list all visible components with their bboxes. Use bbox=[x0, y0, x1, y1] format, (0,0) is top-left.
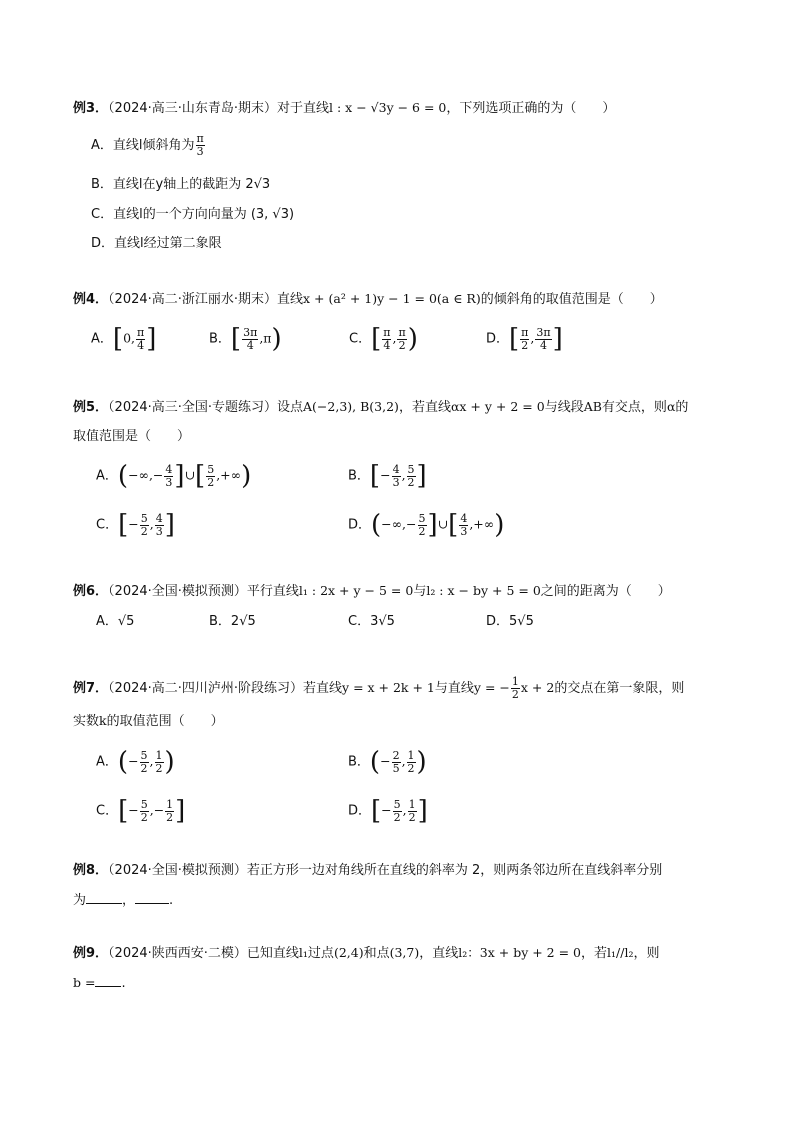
option-letter: C． bbox=[349, 331, 372, 347]
example-5-option-d: D．(−∞,− $\frac{5}{2}$ ]∪[ $\frac{4}{3}$ ,+∞) bbox=[348, 510, 505, 540]
example-7-option-b: B．(− $\frac{2}{5}$ , $\frac{1}{2}$ ) bbox=[348, 747, 427, 777]
example-3-stem bbox=[73, 99, 615, 118]
example-5-option-b: B．[− $\frac{4}{3}$ , $\frac{5}{2}$ ] bbox=[348, 461, 427, 491]
example-7-equation-2-start: y = − bbox=[473, 680, 510, 695]
example-6-line-1: l₁ : 2x + y − 5 = 0 bbox=[298, 583, 414, 598]
example-6-line-2: l₂ : x − by + 5 = 0 bbox=[426, 583, 541, 598]
example-7-text: 的取值范围（ ） bbox=[106, 714, 224, 729]
example-9-line-1: l₁ bbox=[298, 945, 308, 960]
example-9-stem bbox=[73, 944, 659, 963]
example-8-text: 为 bbox=[73, 893, 87, 908]
example-7-text: 实数 bbox=[73, 714, 100, 729]
example-8-stem bbox=[73, 862, 662, 880]
fraction-pi-over-3 bbox=[196, 133, 205, 158]
example-9-condition: l₁//l₂ bbox=[607, 945, 634, 960]
example-6-label: 例6． bbox=[73, 584, 109, 599]
example-4-tail: 的倾斜角的取值范围是（ ） bbox=[480, 292, 663, 307]
example-8-text: （2024·全国·模拟预测）若正方形一边对角线所在直线的斜率为 2，则两条邻边所在直线斜率分别 bbox=[108, 863, 663, 878]
example-5-text: 与线段 bbox=[544, 400, 584, 415]
example-9-answer-label: b = bbox=[73, 975, 96, 990]
fraction-numerator: π bbox=[196, 132, 204, 145]
example-6-option-a: A．√5 bbox=[96, 614, 135, 629]
example-7-option-d: D．[− $\frac{5}{2}$ , $\frac{1}{2}$ ] bbox=[348, 796, 428, 826]
example-4-stem bbox=[73, 290, 663, 309]
example-8-separator: ， bbox=[122, 893, 136, 908]
option-letter: D． bbox=[348, 803, 372, 819]
answer-blank[interactable] bbox=[86, 891, 122, 904]
example-5-alpha: α bbox=[666, 399, 676, 414]
example-7-option-c: C．[− $\frac{5}{2}$ ,− $\frac{1}{2}$ ] bbox=[96, 796, 186, 826]
option-letter: C． bbox=[96, 517, 119, 533]
example-5-text: 的 bbox=[675, 400, 689, 415]
fraction-denominator: 2 bbox=[511, 688, 519, 701]
example-5-text: 有交点，则 bbox=[601, 400, 667, 415]
option-letter: B． bbox=[348, 468, 370, 484]
example-3-option-a bbox=[91, 133, 206, 158]
example-3-label: 例3． bbox=[73, 101, 109, 116]
example-7-stem bbox=[73, 676, 684, 701]
option-letter: C． bbox=[96, 803, 119, 819]
example-8-period: . bbox=[169, 893, 174, 908]
example-5-option-c: C．[− $\frac{5}{2}$ , $\frac{4}{3}$ ] bbox=[96, 510, 175, 540]
example-6-source: （2024·全国·模拟预测）平行直线 bbox=[108, 584, 299, 599]
example-9-period: . bbox=[121, 976, 126, 991]
example-9-text: ，直线 bbox=[419, 946, 459, 961]
example-3-equation: l : x − √3y − 6 = 0 bbox=[329, 100, 447, 115]
fraction-denominator: 3 bbox=[196, 145, 204, 158]
example-7-label: 例7． bbox=[73, 681, 109, 696]
option-letter: D． bbox=[486, 331, 510, 347]
example-5-equation: αx + y + 2 = 0 bbox=[450, 399, 545, 414]
example-9-equation: 3x + by + 2 = 0 bbox=[479, 945, 581, 960]
example-6-text: 与 bbox=[413, 584, 427, 599]
fraction-one-half bbox=[511, 676, 520, 701]
example-7-stem-line-2 bbox=[73, 712, 224, 731]
example-3-source: （2024·高三·山东青岛·期末）对于直线 bbox=[108, 101, 330, 116]
example-5-source: （2024·高三·全国·专题练习）设点 bbox=[108, 400, 304, 415]
option-a-text: A．直线l倾斜角为 bbox=[91, 138, 195, 153]
example-7-source: （2024·高二·四川泸州·阶段练习）若直线 bbox=[108, 681, 343, 696]
example-4-source: （2024·高二·浙江丽水·期末）直线 bbox=[108, 292, 304, 307]
example-4-option-a: A．[0, $\frac{\pi}{4}$ ] bbox=[91, 324, 157, 354]
example-3-option-d: D．直线l经过第二象限 bbox=[91, 236, 222, 251]
option-letter: A． bbox=[91, 331, 113, 347]
example-4-option-c: C．[ $\frac{\pi}{4}$ , $\frac{\pi}{2}$ ) bbox=[349, 324, 418, 354]
option-letter: D． bbox=[348, 517, 372, 533]
example-5-segment: AB bbox=[583, 399, 602, 414]
example-9-text: ，若 bbox=[581, 946, 608, 961]
example-9-source: （2024·陕西西安·二模）已知直线 bbox=[108, 946, 299, 961]
example-4-option-d: D．[ $\frac{\pi}{2}$ , $\frac{3\pi}{4}$ ] bbox=[486, 324, 563, 354]
option-letter: A． bbox=[96, 468, 118, 484]
example-7-option-a: A．(− $\frac{5}{2}$ , $\frac{1}{2}$ ) bbox=[96, 747, 175, 777]
example-9-point-1: (2,4) bbox=[333, 945, 364, 960]
example-9-text: 过点 bbox=[307, 946, 334, 961]
example-9-text: ，则 bbox=[633, 946, 660, 961]
example-8-label: 例8． bbox=[73, 863, 109, 878]
example-4-option-b: B．[ $\frac{3\pi}{4}$ ,π) bbox=[209, 324, 282, 354]
example-9-label: 例9． bbox=[73, 946, 109, 961]
answer-blank[interactable] bbox=[95, 974, 121, 987]
option-letter: B． bbox=[348, 754, 370, 770]
example-3-option-c: C．直线l的一个方向向量为 (3, √3) bbox=[91, 207, 295, 222]
example-5-label: 例5． bbox=[73, 400, 109, 415]
example-6-stem bbox=[73, 582, 671, 601]
example-9-line-2: l₂： bbox=[458, 945, 480, 960]
example-7-equation-2-end: x + 2 bbox=[520, 680, 555, 695]
example-3-tail: ，下列选项正确的为（ ） bbox=[446, 101, 616, 116]
example-5-stem bbox=[73, 398, 688, 417]
example-5-option-a: A．(−∞,− $\frac{4}{3}$ ]∪[ $\frac{5}{2}$ ,+∞) bbox=[96, 461, 252, 491]
example-9-point-2: (3,7) bbox=[389, 945, 420, 960]
example-8-stem-line-2 bbox=[73, 891, 173, 910]
example-7-text: 的交点在第一象限，则 bbox=[554, 681, 685, 696]
option-letter: A． bbox=[96, 754, 118, 770]
example-9-stem-line-2 bbox=[73, 974, 126, 993]
example-6-text: 之间的距离为（ ） bbox=[540, 584, 671, 599]
example-5-stem-line-2: 取值范围是（ ） bbox=[73, 429, 191, 444]
example-6-option-d: D．5√5 bbox=[486, 614, 534, 629]
example-6-option-c: C．3√5 bbox=[348, 614, 395, 629]
example-5-text: ，若直线 bbox=[398, 400, 451, 415]
example-9-text: 和点 bbox=[363, 946, 390, 961]
example-3-option-b: B．直线l在y轴上的截距为 2√3 bbox=[91, 177, 271, 192]
fraction-numerator: 1 bbox=[511, 675, 519, 688]
example-5-points: A(−2,3), B(3,2) bbox=[303, 399, 399, 414]
example-4-label: 例4． bbox=[73, 292, 109, 307]
answer-blank[interactable] bbox=[135, 891, 169, 904]
example-7-text: 与直线 bbox=[434, 681, 474, 696]
example-7-equation-1: y = x + 2k + 1 bbox=[342, 680, 435, 695]
example-4-equation: x + (a² + 1)y − 1 = 0(a ∈ R) bbox=[303, 291, 481, 306]
option-letter: B． bbox=[209, 331, 231, 347]
example-7-variable-k: k bbox=[99, 713, 107, 728]
example-6-option-b: B．2√5 bbox=[209, 614, 256, 629]
